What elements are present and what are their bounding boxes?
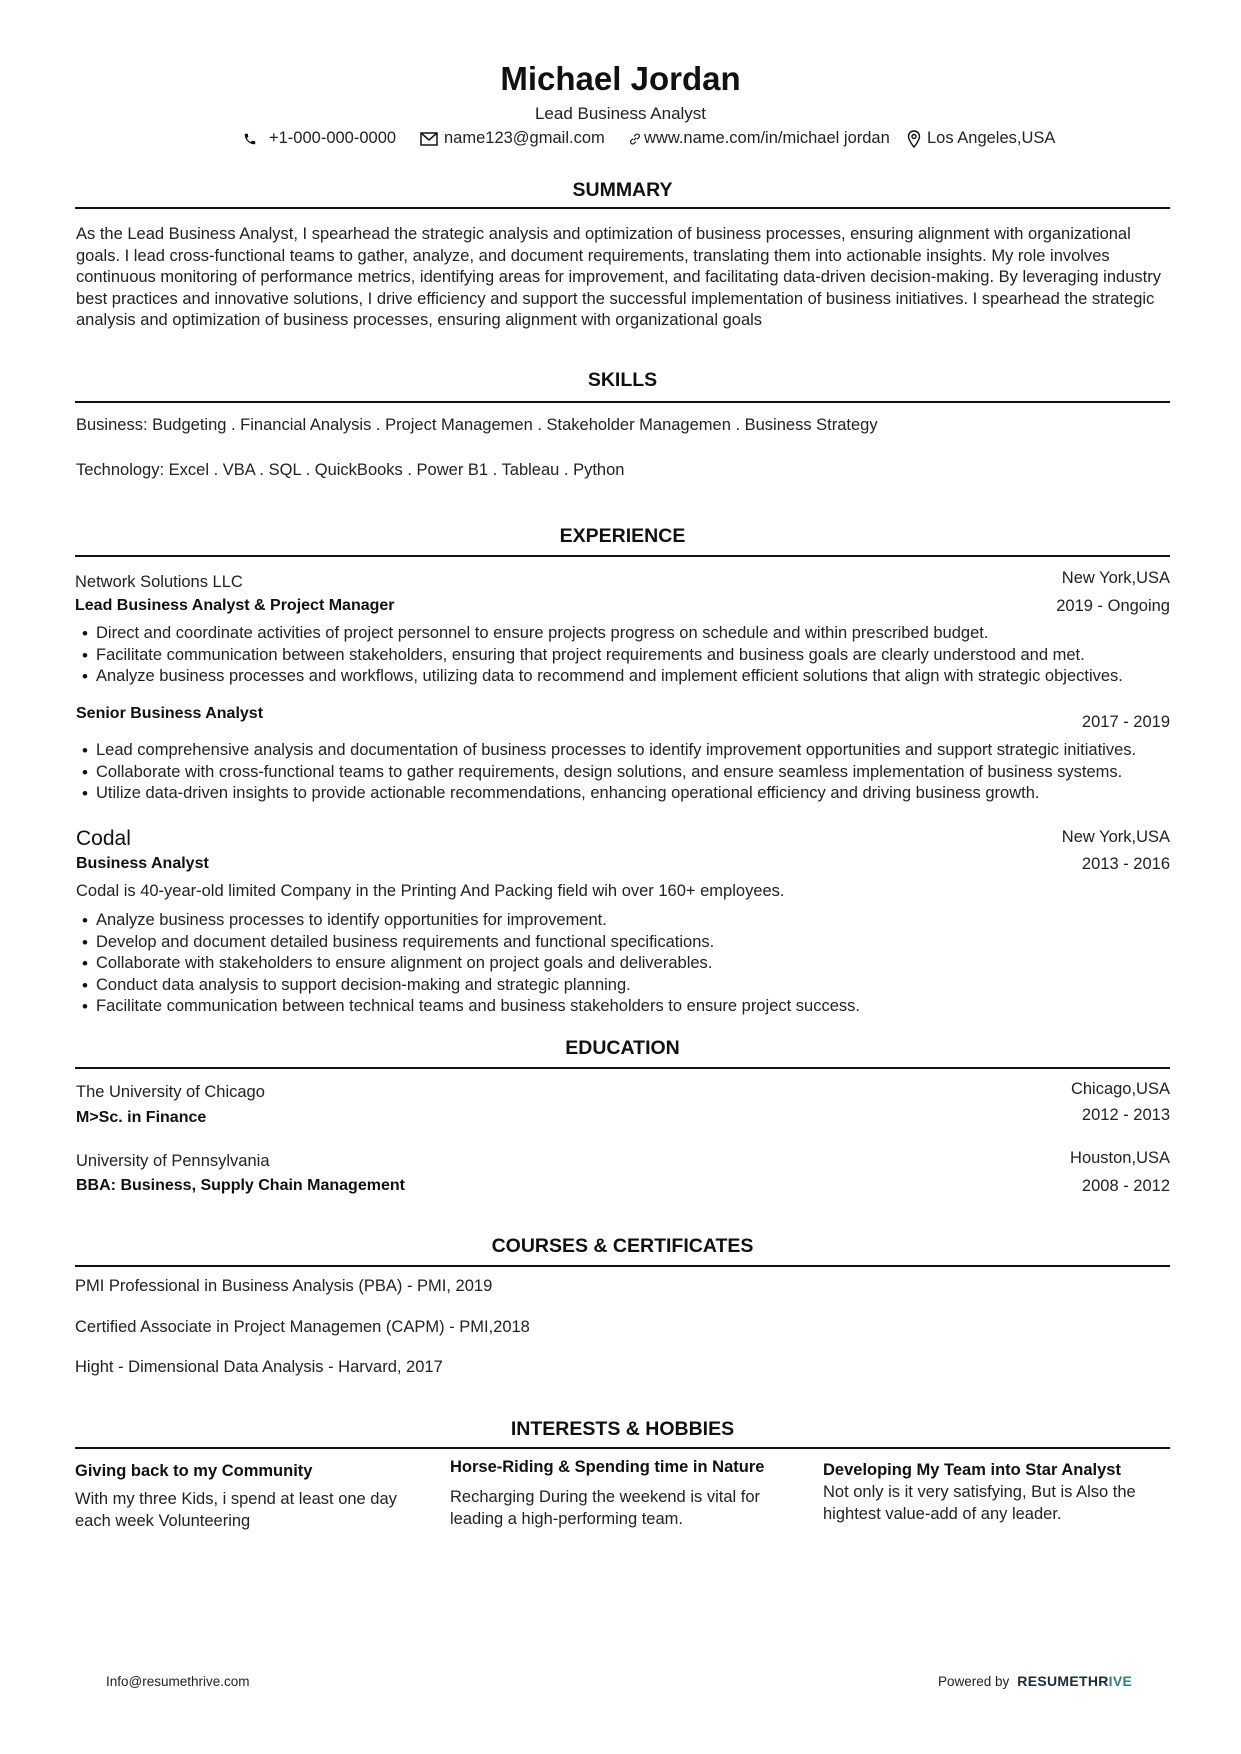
skills-business: Business: Budgeting . Financial Analysis . Project Managemen . Stakeholder Managemen . Business Strategy — [76, 416, 878, 434]
contact-location — [907, 129, 1055, 148]
skills-technology: Technology: Excel . VBA . SQL . QuickBooks . Power B1 . Tableau . Python — [76, 461, 625, 479]
phone-text: +1-000-000-0000 — [269, 129, 397, 147]
summary-divider — [75, 207, 1170, 209]
email-text[interactable]: name123@gmail.com — [444, 129, 605, 147]
skills-divider — [75, 401, 1170, 403]
location-text: Los Angeles,USA — [927, 129, 1056, 147]
job-bullets — [82, 910, 1182, 1018]
job-role: Senior Business Analyst — [76, 705, 264, 722]
education-location: Houston,USA — [1070, 1149, 1170, 1167]
hobby-title: Giving back to my Community — [75, 1462, 313, 1480]
job-location: New York,USA — [1061, 569, 1170, 587]
education-school: The University of Chicago — [76, 1083, 265, 1101]
list-item: • Direct and coordinate activities of project personnel to ensure projects progress on schedule and within prescribed budget. — [82, 623, 1182, 645]
experience-divider — [75, 555, 1170, 557]
job-bullets — [82, 623, 1182, 688]
courses-divider — [75, 1265, 1170, 1267]
job-role: Lead Business Analyst & Project Manager — [75, 597, 395, 614]
skills-heading: SKILLS — [587, 369, 658, 391]
hobby-title: Developing My Team into Star Analyst — [823, 1461, 1121, 1479]
hobby-title: Horse-Riding & Spending time in Nature — [450, 1458, 765, 1476]
interests-heading: INTERESTS & HOBBIES — [510, 1418, 735, 1440]
list-item: • Analyze business processes and workflows, utilizing data to recommend and implement efficient solutions that align with strategic objectives. — [82, 666, 1182, 688]
brand-logo-main: RESUMETHR — [1017, 1673, 1109, 1689]
contact-website[interactable] — [628, 129, 890, 148]
list-item: • Utilize data-driven insights to provide actionable recommendations, enhancing operational efficiency and driving business growth. — [82, 783, 1182, 805]
education-location: Chicago,USA — [1070, 1080, 1170, 1098]
education-school: University of Pennsylvania — [76, 1152, 270, 1170]
job-dates: 2019 - Ongoing — [1056, 597, 1170, 615]
job-dates: 2013 - 2016 — [1081, 855, 1170, 873]
powered-by-label: Powered by — [938, 1673, 1010, 1689]
courses-heading: COURSES & CERTIFICATES — [491, 1235, 754, 1257]
job-location: New York,USA — [1061, 828, 1170, 846]
summary-heading: SUMMARY — [572, 179, 673, 201]
contact-phone — [243, 129, 396, 148]
course-item: PMI Professional in Business Analysis (PBA) - PMI, 2019 — [75, 1277, 493, 1295]
map-pin-icon — [907, 130, 921, 148]
hobby-text: Recharging During the weekend is vital for leading a high-performing team. — [450, 1488, 760, 1528]
hobby-text: Not only is it very satisfying, But is Also the hightest value-add of any leader. — [823, 1483, 1136, 1523]
link-icon — [628, 132, 642, 146]
envelope-icon — [420, 132, 438, 146]
list-item: • Analyze business processes to identify opportunities for improvement. — [82, 910, 1182, 932]
phone-icon — [243, 132, 257, 146]
powered-by — [938, 1673, 1132, 1689]
list-item: • Lead comprehensive analysis and documentation of business processes to identify improvement opportunities and support strategic initiatives. — [82, 740, 1182, 762]
education-dates: 2008 - 2012 — [1081, 1177, 1170, 1195]
list-item: • Collaborate with stakeholders to ensure alignment on project goals and deliverables. — [82, 953, 1182, 975]
interests-divider — [75, 1447, 1170, 1449]
education-divider — [75, 1067, 1170, 1069]
education-degree: M>Sc. in Finance — [76, 1109, 207, 1126]
hobby-text: With my three Kids, i spend at least one day each week Volunteering — [75, 1490, 397, 1530]
candidate-title: Lead Business Analyst — [534, 104, 707, 123]
list-item: • Develop and document detailed business requirements and functional specifications. — [82, 932, 1182, 954]
job-dates: 2017 - 2019 — [1081, 713, 1170, 731]
candidate-name: Michael Jordan — [500, 60, 741, 97]
website-text[interactable]: www.name.com/in/michael jordan — [644, 129, 890, 147]
job-company: Network Solutions LLC — [75, 573, 243, 591]
brand-logo — [1017, 1673, 1132, 1689]
job-company: Codal — [76, 827, 131, 850]
job-role: Business Analyst — [76, 855, 209, 872]
footer-email[interactable]: Info@resumethrive.com — [106, 1674, 250, 1689]
contact-email[interactable] — [420, 129, 605, 148]
job-description: Codal is 40-year-old limited Company in the Printing And Packing field wih over 160+ employees. — [76, 882, 785, 900]
summary-text: As the Lead Business Analyst, I spearhead the strategic analysis and optimization of business processes, ensuring alignment with organizational goals. I lead cross-functional teams to gather, analyze, and document requirements, translating them into actionable insights. My role involves continuous monitoring of performance metrics, identifying areas for improvement, and facilitating data-driven decision-making. By leveraging industry best practices and innovative solutions, I drive efficiency and support the successful implementation of business initiatives. I spearhead the strategic analysis and optimization of business processes, ensuring alignment with organizational goals — [76, 225, 1161, 329]
education-heading: EDUCATION — [565, 1037, 680, 1059]
course-item: Hight - Dimensional Data Analysis - Harvard, 2017 — [75, 1358, 443, 1376]
list-item: • Facilitate communication between technical teams and business stakeholders to ensure project success. — [82, 996, 1182, 1018]
list-item: • Facilitate communication between stakeholders, ensuring that project requirements and business goals are clearly understood and met. — [82, 645, 1182, 667]
course-item: Certified Associate in Project Managemen (CAPM) - PMI,2018 — [75, 1318, 530, 1336]
list-item: • Conduct data analysis to support decision-making and strategic planning. — [82, 975, 1182, 997]
education-degree: BBA: Business, Supply Chain Management — [76, 1177, 405, 1194]
list-item: • Collaborate with cross-functional teams to gather requirements, design solutions, and ensure seamless implementation of business systems. — [82, 762, 1182, 784]
experience-heading: EXPERIENCE — [559, 525, 686, 547]
education-dates: 2012 - 2013 — [1081, 1106, 1170, 1124]
brand-logo-accent: IVE — [1108, 1673, 1133, 1689]
job-bullets — [82, 740, 1182, 805]
